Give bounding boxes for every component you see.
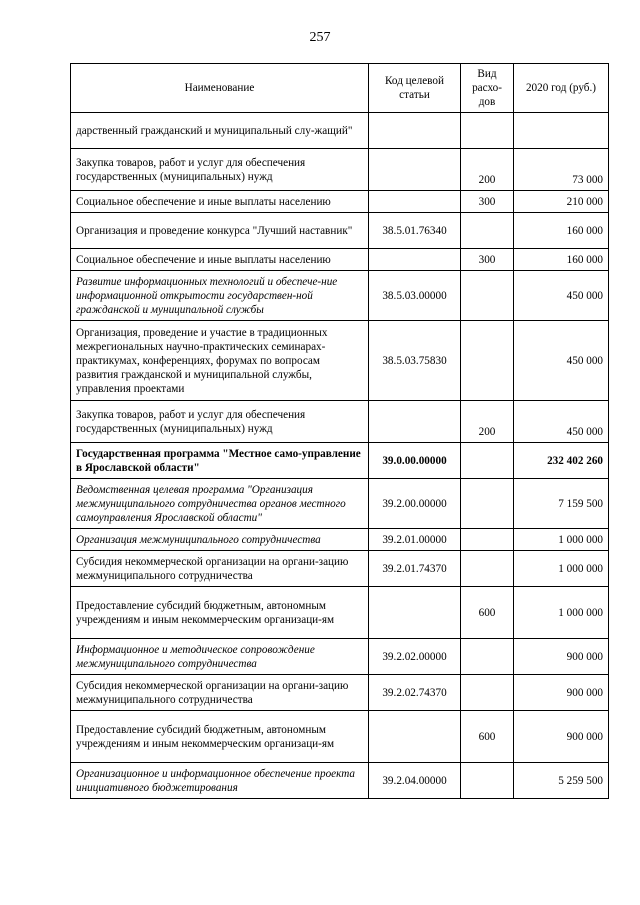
cell-code: 38.5.03.00000 (369, 271, 461, 321)
cell-code: 39.2.02.00000 (369, 639, 461, 675)
cell-name: Закупка товаров, работ и услуг для обеспечения государственных (муниципальных) нужд (71, 401, 369, 443)
table-row (71, 249, 609, 271)
cell-name: Организация межмуниципального сотрудничества (71, 529, 369, 551)
cell-name: Субсидия некоммерческой организации на органи-зацию межмуниципального сотрудничества (71, 675, 369, 711)
cell-code: 39.0.00.00000 (369, 443, 461, 479)
cell-code: 38.5.03.75830 (369, 321, 461, 401)
cell-type (461, 113, 514, 149)
cell-type (461, 213, 514, 249)
table-row (71, 271, 609, 321)
cell-name: Социальное обеспечение и иные выплаты населению (71, 191, 369, 213)
header-amount: 2020 год (руб.) (514, 64, 609, 113)
table-row (71, 321, 609, 401)
cell-amount: 210 000 (514, 191, 609, 213)
table-body (71, 113, 609, 799)
cell-type: 600 (461, 587, 514, 639)
cell-code (369, 149, 461, 191)
cell-type (461, 675, 514, 711)
header-name: Наименование (71, 64, 369, 113)
cell-amount: 1 000 000 (514, 587, 609, 639)
cell-amount: 450 000 (514, 401, 609, 443)
cell-type: 200 (461, 149, 514, 191)
table-row (71, 763, 609, 799)
cell-name: дарственный гражданский и муниципальный слу-жащий" (71, 113, 369, 149)
cell-type (461, 271, 514, 321)
cell-type (461, 529, 514, 551)
table-row (71, 149, 609, 191)
cell-type: 300 (461, 191, 514, 213)
page-number: 257 (309, 30, 331, 45)
cell-code: 39.2.01.74370 (369, 551, 461, 587)
cell-code: 38.5.01.76340 (369, 213, 461, 249)
cell-name: Ведомственная целевая программа "Организация межмуниципального сотрудничества органов местного самоуправления Ярославской области" (71, 479, 369, 529)
cell-amount: 232 402 260 (514, 443, 609, 479)
cell-amount (514, 113, 609, 149)
cell-type (461, 551, 514, 587)
table-row (71, 639, 609, 675)
cell-type (461, 321, 514, 401)
cell-amount: 7 159 500 (514, 479, 609, 529)
cell-amount: 900 000 (514, 675, 609, 711)
budget-table (70, 63, 609, 799)
cell-code: 39.2.01.00000 (369, 529, 461, 551)
cell-type: 200 (461, 401, 514, 443)
cell-code: 39.2.02.74370 (369, 675, 461, 711)
cell-code (369, 113, 461, 149)
cell-amount: 450 000 (514, 271, 609, 321)
table-row (71, 443, 609, 479)
table-header-row (71, 64, 609, 113)
table-row (71, 479, 609, 529)
table-row (71, 113, 609, 149)
header-type: Вид расхо-дов (461, 64, 514, 113)
cell-type (461, 763, 514, 799)
cell-name: Субсидия некоммерческой организации на органи-зацию межмуниципального сотрудничества (71, 551, 369, 587)
cell-name: Информационное и методическое сопровождение межмуниципального сотрудничества (71, 639, 369, 675)
cell-type (461, 639, 514, 675)
cell-code: 39.2.04.00000 (369, 763, 461, 799)
cell-name: Организационное и информационное обеспечение проекта инициативного бюджетирования (71, 763, 369, 799)
cell-code (369, 401, 461, 443)
cell-code (369, 191, 461, 213)
cell-amount: 73 000 (514, 149, 609, 191)
table-row (71, 587, 609, 639)
cell-amount: 900 000 (514, 639, 609, 675)
cell-type: 600 (461, 711, 514, 763)
cell-code (369, 711, 461, 763)
cell-name: Закупка товаров, работ и услуг для обеспечения государственных (муниципальных) нужд (71, 149, 369, 191)
cell-code: 39.2.00.00000 (369, 479, 461, 529)
table-row (71, 401, 609, 443)
header-code: Код целевой статьи (369, 64, 461, 113)
cell-type: 300 (461, 249, 514, 271)
cell-amount: 450 000 (514, 321, 609, 401)
cell-amount: 1 000 000 (514, 529, 609, 551)
cell-name: Государственная программа "Местное само-управление в Ярославской области" (71, 443, 369, 479)
cell-code (369, 587, 461, 639)
cell-name: Предоставление субсидий бюджетным, автономным учреждениям и иным некоммерческим организаци-ям (71, 711, 369, 763)
cell-type (461, 443, 514, 479)
cell-amount: 900 000 (514, 711, 609, 763)
cell-name: Социальное обеспечение и иные выплаты населению (71, 249, 369, 271)
cell-amount: 5 259 500 (514, 763, 609, 799)
cell-name: Предоставление субсидий бюджетным, автономным учреждениям и иным некоммерческим организаци-ям (71, 587, 369, 639)
table-row (71, 529, 609, 551)
cell-name: Организация и проведение конкурса "Лучший наставник" (71, 213, 369, 249)
cell-type (461, 479, 514, 529)
cell-amount: 160 000 (514, 213, 609, 249)
table-row (71, 711, 609, 763)
table-row (71, 551, 609, 587)
cell-name: Развитие информационных технологий и обеспече-ние информационной открытости государствен-ной гражданской и муниципальной службы (71, 271, 369, 321)
table-row (71, 191, 609, 213)
cell-name: Организация, проведение и участие в традиционных межрегиональных научно-практических семинарах-практикумах, конференциях, форумах по вопросам развития гражданской и муниципальной службы, управления проектами (71, 321, 369, 401)
cell-code (369, 249, 461, 271)
cell-amount: 160 000 (514, 249, 609, 271)
table-row (71, 213, 609, 249)
table-row (71, 675, 609, 711)
cell-amount: 1 000 000 (514, 551, 609, 587)
